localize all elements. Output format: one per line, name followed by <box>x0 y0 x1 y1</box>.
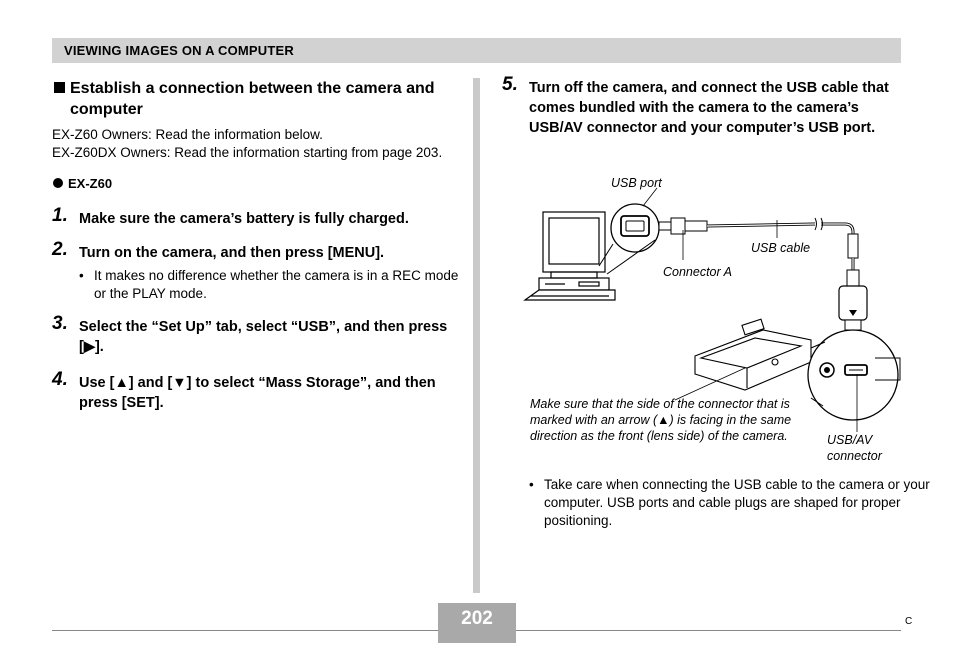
step-1 <box>52 205 462 229</box>
step-3 <box>52 313 462 357</box>
step-text: Select the “Set Up” tab, select “USB”, and then press [▶]. <box>79 319 448 355</box>
step-text: Use [▲] and [▼] to select “Mass Storage”, and then press [SET]. <box>79 375 436 411</box>
header-bar <box>52 38 901 63</box>
right-column <box>502 74 902 138</box>
step-number: 2. <box>52 239 68 260</box>
step-number: 5. <box>502 74 518 95</box>
step-number: 4. <box>52 369 68 390</box>
square-bullet-icon <box>54 82 65 93</box>
circle-bullet-icon <box>53 178 63 188</box>
step-number: 3. <box>52 313 68 334</box>
connector-a-label: Connector A <box>663 265 733 279</box>
column-divider <box>473 78 480 593</box>
step-2 <box>52 239 462 263</box>
owners-line-1: EX-Z60 Owners: Read the information below. <box>52 127 323 142</box>
corner-mark: C <box>905 616 913 627</box>
bullet-dot-icon: • <box>529 477 534 492</box>
step-5 <box>502 74 902 138</box>
section-header-title: VIEWING IMAGES ON A COMPUTER <box>64 43 294 58</box>
orientation-note: Make sure that the side of the connector that is marked with an arrow (▲) is facing in the same direction as the front (lens side) of the camera. <box>530 397 792 443</box>
bullet-dot-icon: • <box>79 268 84 283</box>
camera-illustration <box>695 319 811 390</box>
computer-illustration <box>525 212 615 300</box>
model-heading: EX-Z60 <box>52 176 462 191</box>
usb-caution-note: • Take care when connecting the USB cable to the camera or your computer. USB ports and cable plugs are shaped for proper positioning. <box>529 477 930 528</box>
usb-port-label: USB port <box>611 176 662 190</box>
step-4 <box>52 369 462 413</box>
left-column <box>52 78 462 413</box>
step-number: 1. <box>52 205 68 226</box>
step-2-note: • It makes no difference whether the camera is in a REC mode or the PLAY mode. <box>79 268 459 301</box>
step-text: Turn off the camera, and connect the USB cable that comes bundled with the camera to the camera’s USB/AV connector and your computer’s USB port. <box>529 80 889 136</box>
usb-connection-diagram <box>515 170 905 470</box>
step-text: Make sure the camera’s battery is fully charged. <box>79 211 409 227</box>
usb-av-connector-label: USB/AV connector <box>827 433 882 463</box>
subsection-title: Establish a connection between the camera and computer <box>52 78 462 120</box>
page-number: 202 <box>438 603 516 643</box>
usb-cable-label: USB cable <box>751 241 811 255</box>
step-text: Turn on the camera, and then press [MENU]. <box>79 245 385 261</box>
owners-line-2: EX-Z60DX Owners: Read the information starting from page 203. <box>52 145 443 160</box>
